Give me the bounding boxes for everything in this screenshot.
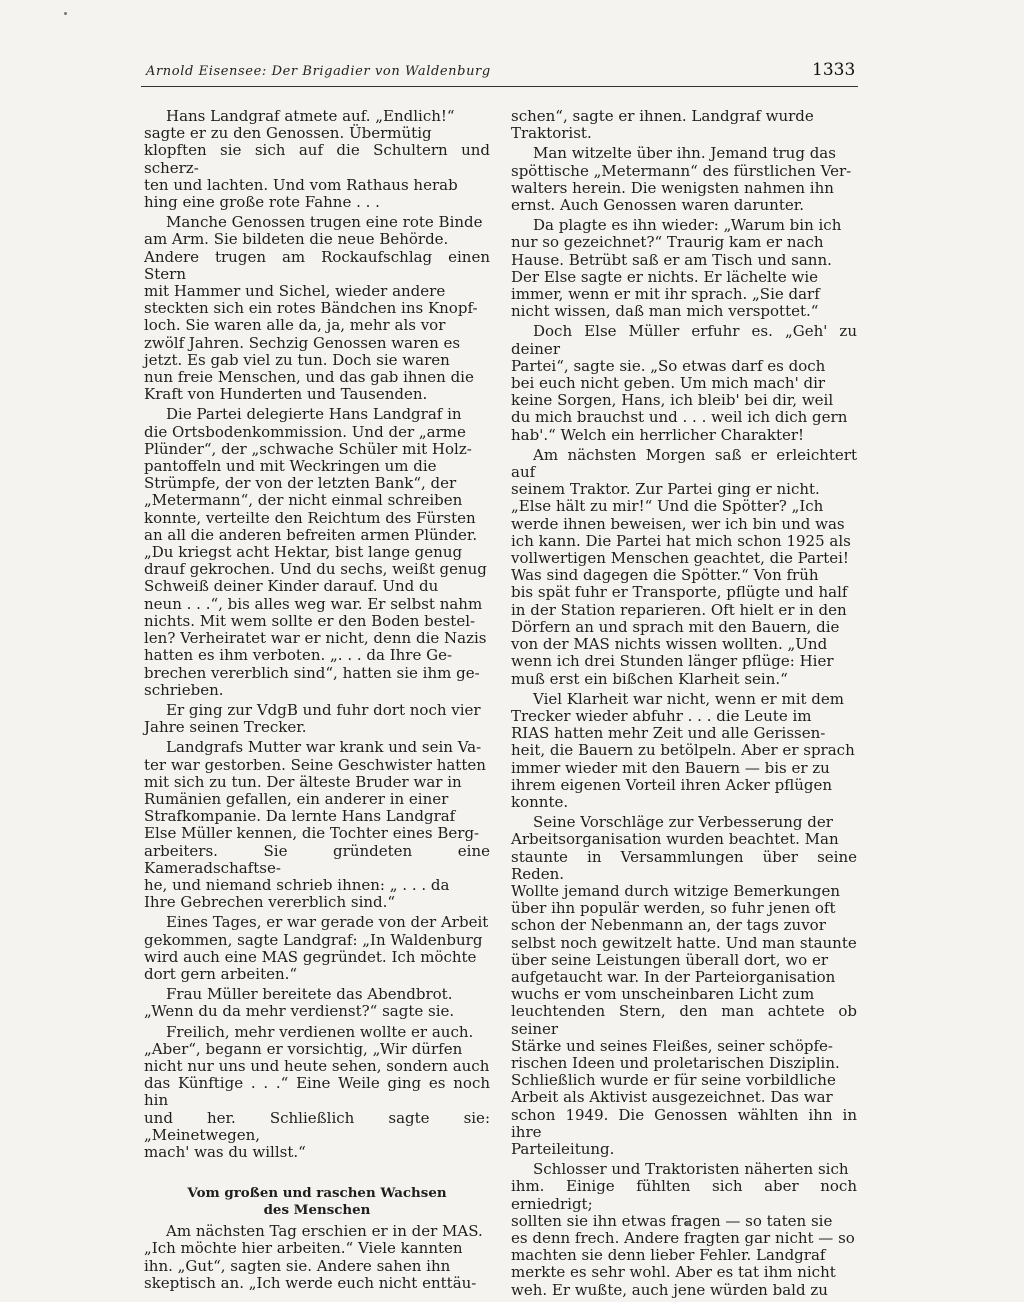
paragraph: Frau Müller bereitete das Abendbrot. „Wenn du da mehr verdienst?“ sagte sie. bbox=[144, 985, 455, 1021]
paragraph: Seine Vorschläge zur Verbesserung der Arbeitsorganisation wurden beachtet. Man staunte in Versammlungen über seine Reden. Wollte jemand durch witzige Bemerkungen über ihn populär werden, so fuhr jenen oft schon der Nebenmann an, der tags zuvor selbst noch gewitzelt hatte. Und man staunte über seine Leistungen überall dort, wo er aufgetaucht war. In der Parteiorganisation wuchs er vom unscheinbaren Licht zum leuchtenden Stern, den man achtete ob seiner Stärke und seines Fleißes, seiner schöpfe- rischen Ideen und proletarischen Disziplin. Schließlich wurde er für seine vorbildliche Arbeit als Aktivist ausgezeichnet. Das war schon 1949. Die Genossen wählten ihn in ihre Parteileitung. bbox=[511, 813, 857, 1158]
paragraph: Doch Else Müller erfuhr es. „Geh' zu deiner Partei“, sagte sie. „So etwas darf es doch bei euch nicht geben. Um mich mach' dir keine Sorgen, Hans, ich bleib' bei dir, weil du mich brauchst und . . . weil ich dich gern hab'.“ Welch ein herrlicher Charakter! bbox=[511, 322, 857, 444]
left-column bbox=[144, 108, 490, 1295]
paragraph: Die Partei delegierte Hans Landgraf in die Ortsbodenkommission. Und der „arme Plünder“, der „schwache Schüler mit Holz- pantoffeln und mit Weckringen um die Strümpfe, der von der letzten Bank“, der „Metermann“, der nicht einmal schreiben konnte, verteilte den Reichtum des Fürsten an all die anderen befreiten armen Plünder. „Du kriegst acht Hektar, bist lange genug drauf gekrochen. Und du sechs, weißt genug Schweiß deiner Kinder darauf. Und du neun . . .“, bis alles weg war. Er selbst nahm nichts. Mit wem sollte er den Boden bestel- len? Verheiratet war er nicht, denn die Nazis hatten es ihm verboten. „. . . da Ihre Ge- brechen vererblich sind“, hatten sie ihm ge- schrieben. bbox=[144, 405, 487, 699]
paragraph: Hans Landgraf atmete auf. „Endlich!“ sagte er zu den Genossen. Übermütig klopften sie sich auf die Schultern und scherz- ten und lachten. Und vom Rathaus herab hing eine große rote Fahne . . . bbox=[144, 107, 490, 212]
paper-speck-top-left bbox=[64, 12, 67, 15]
paragraph: Man witzelte über ihn. Jemand trug das spöttische „Metermann“ des fürstlichen Ver- walters herein. Die wenigsten nahmen ihn ernst. Auch Genossen waren darunter. bbox=[511, 144, 852, 215]
page-number: 1333 bbox=[812, 60, 856, 80]
paragraph: Landgrafs Mutter war krank und sein Va- ter war gestorben. Seine Geschwister hatten mit sich zu tun. Der älteste Bruder war in Rumänien gefallen, ein anderer in einer Strafkompanie. Da lernte Hans Landgraf Else Müller kennen, die Tochter eines Berg- arbeiters. Sie gründeten eine Kameradschaftse- he, und niemand schrieb ihnen: „ . . . da Ihre Gebrechen vererblich sind.“ bbox=[144, 738, 490, 912]
paragraph: Er ging zur VdgB und fuhr dort noch vier Jahre seinen Trecker. bbox=[144, 700, 481, 737]
paragraph: Viel Klarheit war nicht, wenn er mit dem Trecker wieder abfuhr . . . die Leute im RIAS hatten mehr Zeit und alle Gerissen- heit, die Bauern zu betölpeln. Aber er sprach immer wieder mit den Bauern — bis er zu ihrem eigenen Vorteil ihren Acker pflügen konnte. bbox=[511, 689, 855, 811]
right-column bbox=[511, 108, 857, 1302]
paragraph: Da plagte es ihn wieder: „Warum bin ich nur so gezeichnet?“ Traurig kam er nach Hause. Betrübt saß er am Tisch und sann. Der Else sagte er nichts. Er lächelte wie immer, wenn er mit ihr sprach. „Sie darf nicht wissen, daß man mich verspottet.“ bbox=[511, 216, 842, 321]
paragraph: Freilich, mehr verdienen wollte er auch. „Aber“, begann er vorsichtig, „Wir dürfen nicht nur uns und heute sehen, sondern auch das Künftige . . .“ Eine Weile ging es noch hin und her. Schließlich sagte sie: „Meinetwegen, mach' was du willst.“ bbox=[144, 1022, 490, 1161]
paragraph: Manche Genossen trugen eine rote Binde am Arm. Sie bildeten die neue Behörde. Andere trugen am Rockaufschlag einen Stern mit Hammer und Sichel, wieder andere steckten sich ein rotes Bändchen ins Knopf- loch. Sie waren alle da, ja, mehr als vor zwölf Jahren. Sechzig Genossen waren es jetzt. Es gab viel zu tun. Doch sie waren nun freie Menschen, und das gab ihnen die Kraft von Hunderten und Tausenden. bbox=[144, 213, 490, 404]
header-rule bbox=[141, 86, 858, 87]
running-title: Arnold Eisensee: Der Brigadier von Waldenburg bbox=[146, 64, 491, 79]
paragraph: Eines Tages, er war gerade von der Arbeit gekommen, sagte Landgraf: „In Waldenburg wird auch eine MAS gegründet. Ich möchte dort gern arbeiten.“ bbox=[144, 913, 489, 983]
section-heading: Vom großen und raschen Wachsen des Menschen bbox=[187, 1185, 447, 1219]
paragraph-continued: schen“, sagte er ihnen. Landgraf wurde Traktorist. bbox=[511, 107, 814, 143]
paragraph: Am nächsten Morgen saß er erleichtert auf seinem Traktor. Zur Partei ging er nicht. „Else hält zu mir!“ Und die Spötter? „Ich werde ihnen beweisen, wer ich bin und was ich kann. Die Partei hat mich schon 1925 als vollwertigen Menschen geachtet, die Partei! Was sind dagegen die Spötter.“ Von früh bis spät fuhr er Transporte, pflügte und half in der Station reparieren. Oft hielt er in den Dörfern an und sprach mit den Bauern, die von der MAS nichts wissen wollten. „Und wenn ich drei Stunden länger pflüge: Hier muß erst ein bißchen Klarheit sein.“ bbox=[511, 445, 857, 688]
paragraph: Schlosser und Traktoristen näherten sich ihm. Einige fühlten sich aber noch erniedrigt; sollten sie ihn etwas fragen — so taten sie es denn frech. Andere fragten gar nicht — so machten sie denn lieber Fehler. Landgraf merkte es sehr wohl. Aber es tat ihm nicht weh. Er wußte, auch jene würden bald zu bbox=[511, 1160, 857, 1299]
paragraph: Am nächsten Tag erschien er in der MAS. „Ich möchte hier arbeiten.“ Viele kannten ihn. „Gut“, sagten sie. Andere sahen ihn skeptisch an. „Ich werde euch nicht enttäu- bbox=[144, 1222, 483, 1292]
